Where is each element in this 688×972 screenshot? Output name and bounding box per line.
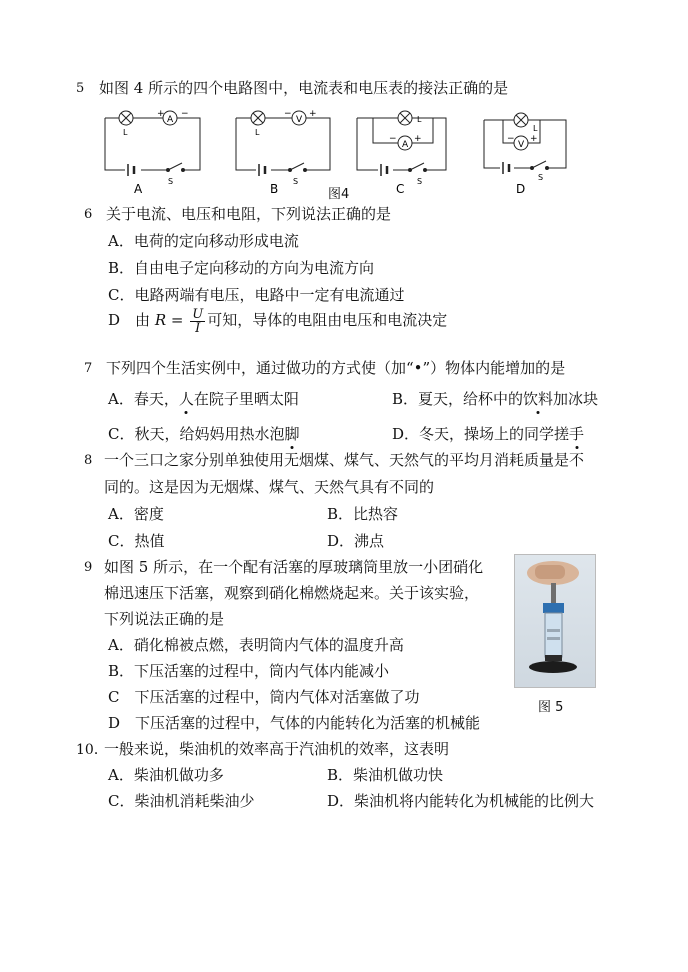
formula-eq: = [166, 311, 189, 329]
option-b: B．柴油机做功快 [327, 766, 444, 784]
circuit-b-label: B [270, 182, 279, 196]
option-a: A．电荷的定向移动形成电流 [108, 232, 299, 250]
switch-label: S [538, 173, 544, 182]
option-d: D．沸点 [327, 532, 385, 550]
question-number: 7 [84, 361, 93, 376]
question-stem: 关于电流、电压和电阻，下列说法正确的是 [106, 205, 392, 223]
svg-text:−: − [507, 134, 515, 144]
emphasis-dot: 手 [569, 425, 585, 443]
option-d-prefix: D 由 [108, 311, 151, 329]
question-line: 棉迅速压下活塞，观察到硝化棉燃烧起来。关于该实验， [104, 584, 480, 602]
question-line: 如图 5 所示，在一个配有活塞的厚玻璃筒里放一小团硝化 [104, 558, 484, 576]
question-number: 8 [84, 453, 93, 468]
question-number: 10． [76, 742, 108, 758]
figure-caption: 图 5 [538, 700, 564, 715]
meter-label: V [518, 140, 525, 150]
question-stem: 如图 4 所示的四个电路图中，电流表和电压表的接法正确的是 [99, 79, 509, 97]
option-c: C．秋天，给妈妈用热水泡脚 [108, 425, 300, 443]
switch-label: S [168, 177, 174, 186]
piston-photo [514, 554, 596, 688]
option-c: C 下压活塞的过程中，筒内气体对活塞做了功 [108, 688, 420, 706]
circuit-d-label: D [516, 182, 526, 196]
option-b: B．下压活塞的过程中，筒内气体内能减小 [108, 662, 390, 680]
formula-u: U [192, 306, 204, 322]
lamp-label: L [533, 124, 538, 133]
emphasis-dot: 人 [178, 390, 194, 408]
svg-text:+: + [414, 134, 422, 144]
meter-label: A [402, 140, 409, 150]
circuit-a [105, 111, 200, 176]
option-d-suffix: 可知，导体的电阻由电压和电流决定 [207, 311, 448, 329]
svg-text:+: + [309, 109, 317, 119]
option-d: D 下压活塞的过程中，气体的内能转化为活塞的机械能 [108, 714, 481, 732]
option-b: B．自由电子定向移动的方向为电流方向 [108, 259, 375, 277]
option-c: C．电路两端有电压，电路中一定有电流通过 [108, 286, 405, 304]
question-line: 一个三口之家分别单独使用无烟煤、煤气、天然气的平均月消耗质量是不 [104, 451, 585, 469]
circuit-a-label: A [134, 182, 143, 196]
switch-label: S [417, 177, 423, 186]
option-b: B．比热容 [327, 505, 399, 523]
svg-text:−: − [389, 134, 397, 144]
switch-label: S [293, 177, 299, 186]
circuit-figure [0, 0, 688, 210]
circuit-d [484, 113, 566, 174]
option-a: A．柴油机做功多 [108, 766, 224, 784]
svg-text:+: + [157, 109, 165, 119]
lamp-label: L [417, 115, 422, 124]
question-number: 5 [76, 81, 85, 96]
formula-fraction [190, 308, 205, 335]
emphasis-dot: 饮料 [523, 390, 554, 408]
question-line: 下列说法正确的是 [104, 610, 225, 628]
option-c: C．热值 [108, 532, 165, 550]
question-number: 9 [84, 560, 93, 575]
question-stem: 一般来说，柴油机的效率高于汽油机的效率，这表明 [104, 740, 450, 758]
figure-caption: 图4 [328, 187, 350, 202]
formula-r: R [154, 311, 167, 329]
lamp-label: L [123, 128, 128, 137]
option-d: D．冬天，操场上的同学搓手 [392, 425, 585, 443]
circuit-c-label: C [396, 182, 405, 196]
formula-i: I [195, 320, 201, 336]
option-a: A．密度 [108, 505, 164, 523]
option-d [108, 306, 447, 335]
lamp-label: L [255, 128, 260, 137]
option-c: C．柴油机消耗柴油少 [108, 792, 255, 810]
svg-text:−: − [181, 109, 189, 119]
svg-text:−: − [284, 109, 292, 119]
question-number: 6 [84, 207, 93, 222]
meter-label: V [296, 115, 303, 125]
meter-label: A [167, 115, 174, 125]
circuit-b [236, 111, 330, 176]
option-b: B．夏天，给杯中的饮料加冰块 [392, 390, 599, 408]
question-line: 同的。这是因为无烟煤、煤气、天然气具有不同的 [104, 478, 435, 496]
question-stem: 下列四个生活实例中，通过做功的方式使（加“•”）物体内能增加的是 [106, 359, 566, 377]
option-a: A．春天，人在院子里晒太阳 [108, 390, 299, 408]
emphasis-dot: 脚 [284, 425, 300, 443]
option-a: A．硝化棉被点燃，表明筒内气体的温度升高 [108, 636, 404, 654]
option-d: D．柴油机将内能转化为机械能的比例大 [327, 792, 595, 810]
svg-text:+: + [530, 134, 538, 144]
piston-illustration [515, 555, 595, 687]
